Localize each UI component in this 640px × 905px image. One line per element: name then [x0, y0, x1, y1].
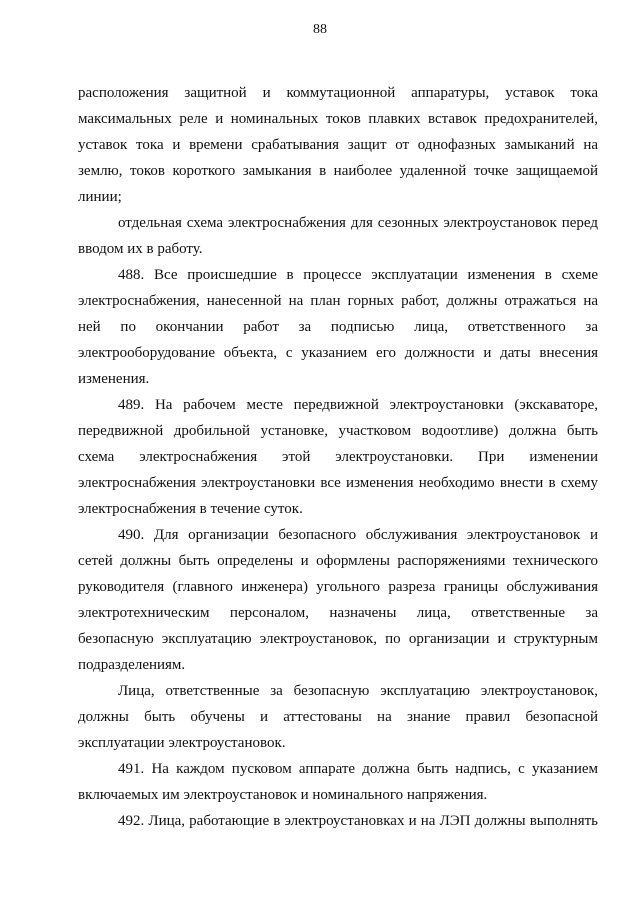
text-line: схема электроснабжения этой электроустановки. При изменении	[78, 449, 598, 465]
text-line: 492. Лица, работающие в электроустановках и на ЛЭП должны выполнять	[118, 813, 598, 829]
text-line: подразделениям.	[78, 657, 186, 673]
text-line: 491. На каждом пусковом аппарате должна быть надпись, с указанием	[118, 761, 598, 777]
text-line: электроснабжения, нанесенной на план горных работ, должны отражаться на	[78, 293, 598, 309]
text-line: сетей должны быть определены и оформлены распоряжениями технического	[78, 553, 598, 569]
text-line: передвижной дробильной установке, участковом водоотливе) должна быть	[78, 423, 598, 439]
text-line: включаемых им электроустановок и номинального напряжения.	[78, 787, 488, 803]
text-line: электроснабжения электроустановки все изменения необходимо внести в схему	[78, 475, 598, 491]
text-line: электротехническим персоналом, назначены лица, ответственные за	[78, 605, 598, 621]
text-line: электрооборудование объекта, с указанием его должности и даты внесения	[78, 345, 598, 361]
text-line: землю, токов короткого замыкания в наиболее удаленной точке защищаемой	[78, 163, 598, 179]
text-line: безопасную эксплуатацию электроустановок, по организации и структурным	[78, 631, 598, 647]
text-line: 490. Для организации безопасного обслуживания электроустановок и	[118, 527, 598, 543]
text-line: 488. Все происшедшие в процессе эксплуатации изменения в схеме	[118, 267, 598, 283]
text-line: должны быть обучены и аттестованы на знание правил безопасной	[78, 709, 598, 725]
text-line: электроснабжения в течение суток.	[78, 501, 303, 517]
text-line: максимальных реле и номинальных токов плавких вставок предохранителей,	[78, 111, 598, 127]
text-line: 489. На рабочем месте передвижной электроустановки (экскаваторе,	[118, 397, 598, 413]
text-line: отдельная схема электроснабжения для сезонных электроустановок перед	[118, 215, 598, 231]
text-line: эксплуатации электроустановок.	[78, 735, 286, 751]
page-number: 88	[313, 22, 327, 37]
text-line: расположения защитной и коммутационной аппаратуры, уставок тока	[78, 85, 598, 101]
text-line: ней по окончании работ за подписью лица, ответственного за	[78, 319, 598, 335]
text-line: Лица, ответственные за безопасную эксплуатацию электроустановок,	[118, 683, 598, 699]
text-line: изменения.	[78, 371, 150, 387]
text-line: линии;	[78, 189, 122, 205]
text-line: руководителя (главного инженера) угольного разреза границы обслуживания	[78, 579, 598, 595]
text-line: уставок тока и времени срабатывания защит от однофазных замыканий на	[78, 137, 598, 153]
text-line: вводом их в работу.	[78, 241, 203, 257]
